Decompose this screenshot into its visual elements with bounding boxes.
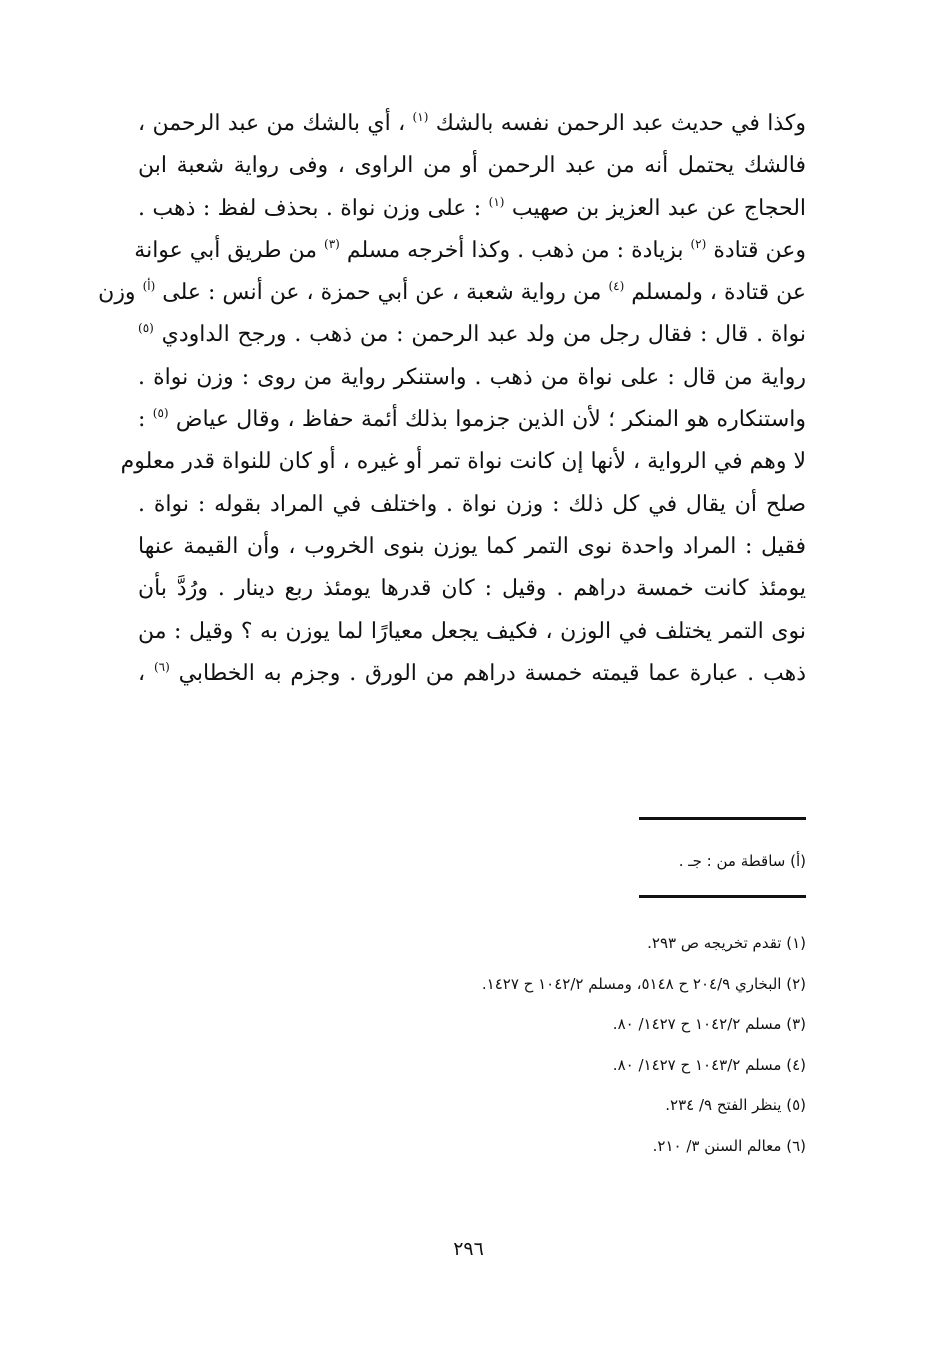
- text-segment: فالشك يحتمل أنه من عبد الرحمن أو من الراوى ، وفى رواية شعبة ابن: [138, 153, 806, 179]
- footnote-marker: (٥): [152, 406, 169, 421]
- footnote-marker: (١): [488, 194, 505, 209]
- text-segment: رواية من قال : على نواة من ذهب . واستنكر رواية من روى : وزن نواة .: [138, 364, 806, 390]
- text-segment: نوى التمر يختلف في الوزن ، فكيف يجعل معيارًا لما يوزن به ؟ وقيل : من: [138, 618, 806, 644]
- text-line: [138, 611, 806, 653]
- footnote-separator-rule: [639, 895, 806, 898]
- footnote: (٦) معالم السنن ٣/ ٢١٠.: [652, 1136, 806, 1155]
- footnote-separator-rule: [639, 817, 806, 820]
- footnote-marker: (٤): [608, 279, 625, 294]
- text-line: [98, 272, 806, 314]
- text-segment: واستنكاره هو المنكر ؛ لأن الذين جزموا بذلك أئمة حفاظ ، وقال عياض: [175, 407, 806, 433]
- text-line: [138, 568, 806, 610]
- text-segment: الحجاج عن عبد العزيز بن صهيب: [511, 195, 807, 221]
- text-segment: عن قتادة ، ولمسلم: [631, 280, 806, 306]
- text-segment: لا وهم في الرواية ، لأنها إن كانت نواة تمر أو غيره ، أو كان للنواة قدر معلوم: [120, 449, 806, 475]
- text-segment: ،: [138, 660, 146, 686]
- text-segment: وزن: [98, 280, 136, 306]
- text-line: [138, 399, 806, 441]
- footnote-marker: (أ): [142, 279, 156, 294]
- text-line: [138, 526, 806, 568]
- text-segment: بزيادة : من ذهب . وكذا أخرجه مسلم: [346, 237, 684, 263]
- footnote: (٥) ينظر الفتح ٩/ ٢٣٤.: [665, 1096, 806, 1114]
- text-segment: يومئذ كانت خمسة دراهم . وقيل : كان قدرها يومئذ ربع دينار . ورُدَّ بأن: [138, 576, 806, 602]
- text-line: [138, 188, 806, 230]
- text-segment: ، أي بالشك من عبد الرحمن ،: [138, 111, 406, 136]
- footnote-marker: (٥): [138, 321, 154, 336]
- text-line: [138, 145, 806, 187]
- footnote-marker: (٦): [153, 659, 170, 674]
- text-line: [138, 653, 806, 695]
- text-segment: :: [138, 407, 146, 433]
- text-segment: فقيل : المراد واحدة نوى التمر كما يوزن بنوى الخروب ، وأن القيمة عنها: [138, 533, 806, 559]
- footnote-marker: (٢): [690, 236, 707, 251]
- footnotes-list: [482, 933, 806, 1176]
- main-text: [98, 103, 807, 695]
- page-number: ٢٩٦: [453, 1238, 484, 1260]
- footnote: (٢) البخاري ٢٠٤/٩ ح ٥١٤٨، ومسلم ١٠٤٢/٢ ح ١٤٢٧.: [481, 974, 806, 993]
- footnote: (١) تقدم تخريجه ص ٢٩٣.: [647, 934, 806, 952]
- text-segment: صلح أن يقال في كل ذلك : وزن نواة . واختلف في المراد بقوله : نواة .: [138, 491, 806, 517]
- text-line: [138, 314, 806, 356]
- text-segment: وعن قتادة: [713, 237, 806, 263]
- text-segment: : على وزن نواة . بحذف لفظ : ذهب .: [138, 195, 482, 221]
- text-segment: وكذا في حديث عبد الرحمن نفسه بالشك: [435, 111, 807, 136]
- text-segment: نواة . قال : فقال رجل من ولد عبد الرحمن : من ذهب . ورجح الداودي: [161, 322, 806, 348]
- text-line: [138, 357, 806, 399]
- footnote: (٤) مسلم ١٠٤٣/٢ ح ١٤٢٧/ ٨٠.: [612, 1055, 806, 1074]
- text-line: [120, 441, 806, 483]
- text-segment: ذهب . عبارة عما قيمته خمسة دراهم من الورق . وجزم به الخطابي: [178, 660, 806, 686]
- footnote: (٣) مسلم ١٠٤٢/٢ ح ١٤٢٧/ ٨٠.: [612, 1015, 806, 1033]
- text-line: [138, 103, 806, 145]
- footnote-marker: (١): [412, 110, 429, 124]
- text-segment: من رواية شعبة ، عن أبي حمزة ، عن أنس : على: [162, 280, 602, 306]
- text-segment: من طريق أبي عوانة: [134, 237, 318, 263]
- variant-reading-note: (أ) ساقطة من : جـ .: [678, 852, 806, 870]
- footnote-marker: (٣): [324, 236, 340, 251]
- text-line: [134, 230, 806, 272]
- text-line: [138, 484, 806, 526]
